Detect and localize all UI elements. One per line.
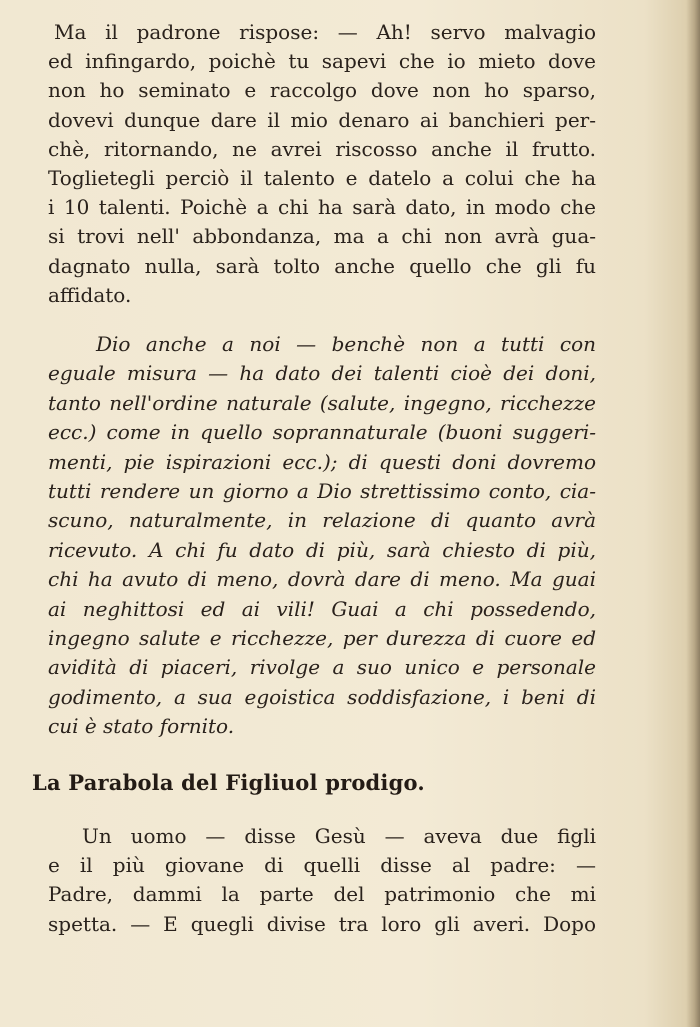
- text-line: ecc.) come in quello soprannaturale (buoni suggeri-: [48, 420, 596, 445]
- text-line: dovevi dunque dare il mio denaro ai banchieri per-: [48, 107, 596, 132]
- text-line: chi ha avuto di meno, dovrà dare di meno. Ma guai: [48, 567, 596, 592]
- paragraph-1: [48, 18, 596, 310]
- text-line: ingegno salute e ricchezze, per durezza di cuore ed: [48, 626, 596, 651]
- text-line: spetta. — E quegli divise tra loro gli averi. Dopo: [48, 911, 596, 936]
- text-line: cui è stato fornito.: [48, 714, 235, 739]
- text-line: avidità di piaceri, rivolge a suo unico e personale: [48, 655, 596, 680]
- text-line: ed infingardo, poichè tu sapevi che io mieto dove: [48, 49, 596, 74]
- text-line: e il più giovane di quelli disse al padre: —: [48, 853, 596, 878]
- text-line: tutti rendere un giorno a Dio strettissimo conto, cia-: [48, 479, 596, 504]
- paragraph-2-italic: [48, 330, 596, 742]
- page-edge-shadow: [686, 0, 700, 1027]
- text-line: menti, pie ispirazioni ecc.); di questi doni dovremo: [48, 449, 596, 474]
- section-heading: La Parabola del Figliuol prodigo.: [32, 770, 425, 795]
- text-line: affidato.: [48, 282, 132, 307]
- text-line: Ma il padrone rispose: — Ah! servo malvagio: [54, 20, 596, 44]
- text-line: si trovi nell' abbondanza, ma a chi non avrà gua-: [48, 224, 596, 249]
- text-line: scuno, naturalmente, in relazione di quanto avrà: [48, 508, 596, 533]
- text-line: ai neghittosi ed ai vili! Guai a chi possedendo,: [48, 596, 596, 621]
- text-line: Toglietegli perciò il talento e datelo a colui che ha: [48, 166, 596, 191]
- paragraph-3: [48, 822, 596, 939]
- text-line: tanto nell'ordine naturale (salute, ingegno, ricchezze: [48, 390, 596, 415]
- text-line: eguale misura — ha dato dei talenti cioè dei doni,: [48, 361, 596, 386]
- text-line: ricevuto. A chi fu dato di più, sarà chiesto di più,: [48, 537, 596, 562]
- text-line: non ho seminato e raccolgo dove non ho sparso,: [48, 78, 596, 103]
- text-line: i 10 talenti. Poichè a chi ha sarà dato, in modo che: [48, 195, 596, 220]
- text-line: godimento, a sua egoistica soddisfazione, i beni di: [48, 684, 596, 709]
- text-line: Padre, dammi la parte del patrimonio che mi: [48, 882, 596, 907]
- text-line: chè, ritornando, ne avrei riscosso anche il frutto.: [48, 136, 596, 161]
- text-line: Dio anche a noi — benchè non a tutti con: [96, 332, 596, 356]
- text-line: dagnato nulla, sarà tolto anche quello che gli fu: [48, 253, 596, 278]
- text-line: Un uomo — disse Gesù — aveva due figli: [82, 824, 596, 848]
